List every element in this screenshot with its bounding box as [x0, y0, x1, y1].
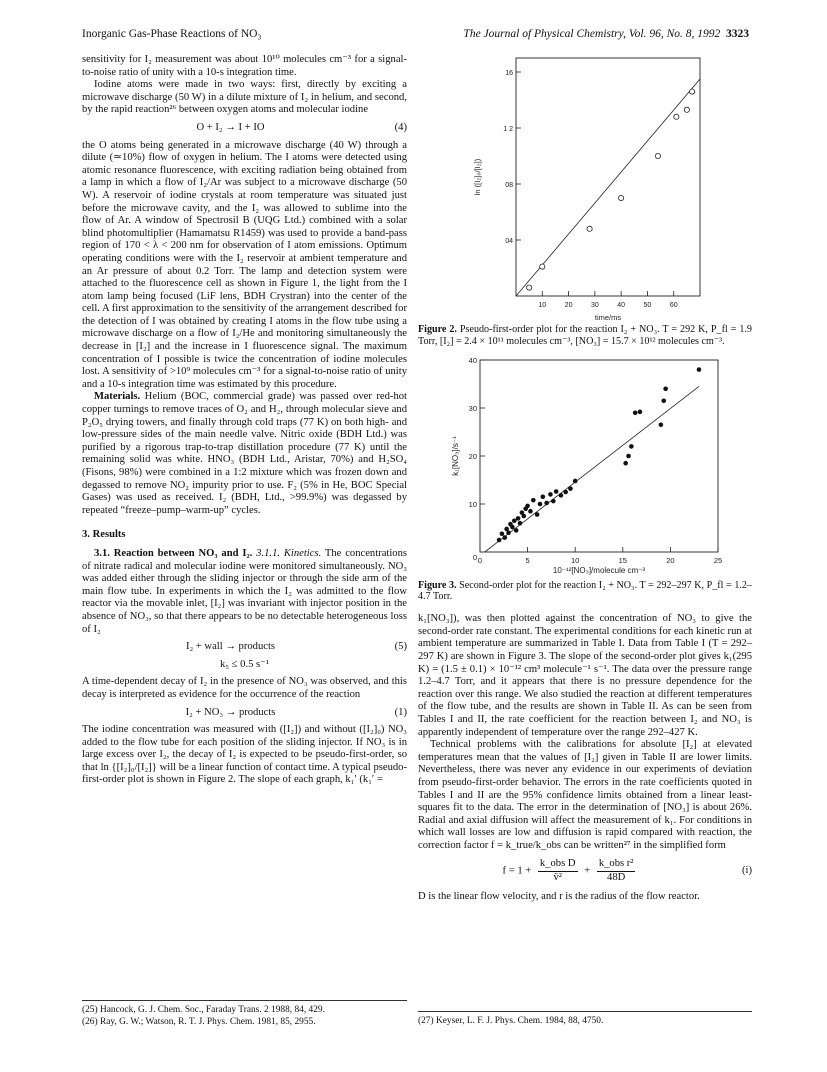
- subsubsection-heading: 3.1.1. Kinetics.: [256, 547, 322, 559]
- left-column: [82, 54, 407, 787]
- figure-2-chart: [418, 54, 752, 324]
- data-point: [521, 513, 526, 518]
- y-tick-label: 08: [505, 182, 513, 189]
- running-title: Inorganic Gas-Phase Reactions of NO₃: [82, 28, 262, 40]
- data-point: [531, 497, 536, 502]
- data-point: [661, 398, 666, 403]
- fit-line: [516, 79, 700, 296]
- eq-plus: +: [584, 866, 591, 877]
- data-point: [674, 114, 679, 119]
- data-point: [587, 226, 592, 231]
- data-point: [518, 520, 523, 525]
- data-point: [633, 410, 638, 415]
- x-tick-label: 25: [713, 555, 723, 565]
- paragraph: A time-dependent decay of I₂ in the presence of NO₃ was observed, and this decay is interpreted as evidence for the occurrence of the reaction: [82, 676, 407, 700]
- figure-3-chart: [418, 352, 752, 580]
- data-point: [655, 153, 660, 158]
- data-point: [528, 508, 533, 513]
- x-tick-label: 0: [477, 555, 483, 565]
- data-point: [541, 494, 546, 499]
- data-point: [514, 528, 519, 533]
- caption-label: Figure 2.: [418, 324, 457, 335]
- data-point: [502, 535, 507, 540]
- fit-line: [485, 386, 699, 552]
- paragraph: sensitivity for I₂ measurement was about 10¹⁰ molecules cm⁻³ for a signal-to-noise ratio of unity with a 10-s integration time.: [82, 54, 407, 78]
- x-tick-label: 50: [643, 302, 652, 309]
- journal-name: The Journal of Physical Chemistry, Vol. 96, No. 8, 1992: [463, 28, 721, 40]
- data-point: [629, 444, 634, 449]
- data-point: [563, 489, 568, 494]
- data-point: [697, 367, 702, 372]
- fraction-denominator: v̄²: [553, 872, 562, 884]
- y-tick-label: 40: [468, 355, 477, 365]
- fraction-numerator: k_obs r²: [597, 858, 636, 872]
- data-point: [516, 516, 521, 521]
- x-tick-label: 60: [669, 302, 678, 309]
- x-tick-label: 40: [617, 302, 626, 309]
- caption-text: Pseudo-first-order plot for the reaction I₂ + NO₃. T = 292 K, P_fl = 1.9 Torr, [I₂] = 2.4 × 10¹¹ molecules cm⁻³, [NO₃] = 15.7 × 10¹² molecules cm⁻³.: [418, 324, 752, 347]
- equation-i: [418, 858, 752, 884]
- fraction-1: [538, 858, 578, 884]
- equation-number: (5): [394, 641, 407, 653]
- data-point: [500, 531, 505, 536]
- data-point: [684, 107, 689, 112]
- materials-paragraph: [82, 391, 407, 517]
- footnote: (25) Hancock, G. J. Chem. Soc., Faraday Trans. 2 1988, 84, 429.: [82, 1005, 325, 1015]
- y-tick-label: 1 2: [503, 126, 513, 133]
- equation-formula: [418, 858, 724, 884]
- x-tick-label: 10: [571, 555, 580, 565]
- section-heading: 3. Results: [82, 529, 126, 541]
- data-point: [690, 89, 695, 94]
- fraction-2: [597, 858, 636, 884]
- x-axis-label: 10⁻¹²[NO₃]/molecule cm⁻³: [552, 565, 646, 575]
- x-tick-label: 20: [564, 302, 573, 309]
- y-tick-label: 20: [468, 451, 477, 461]
- equation-4: [82, 122, 407, 135]
- figure-2-caption: [418, 324, 752, 348]
- page-number: 3323: [726, 28, 749, 40]
- data-point: [510, 524, 515, 529]
- caption-label: Figure 3.: [418, 579, 457, 591]
- subsection-heading: 3.1. Reaction between NO₃ and I₂.: [94, 547, 253, 559]
- data-point: [663, 386, 668, 391]
- data-point: [554, 489, 559, 494]
- plot-frame: [516, 58, 700, 296]
- footnote: (26) Ray, G. W.; Watson, R. T. J. Phys. Chem. 1981, 85, 2955.: [82, 1016, 316, 1027]
- y-axis-label: ln ([I₂]₀/[I₂]): [473, 158, 482, 196]
- data-point: [540, 264, 545, 269]
- materials-heading: Materials.: [94, 391, 141, 403]
- equation-5-rate: [82, 659, 407, 672]
- plot-frame: [480, 360, 718, 552]
- caption-text: Second-order plot for the reaction I₂ + NO₃. T = 292–297 K, P_fl = 1.2–4.7 Torr.: [418, 579, 752, 603]
- data-point: [638, 409, 643, 414]
- paragraph: [82, 548, 407, 636]
- data-point: [525, 503, 530, 508]
- y-tick-label: 10: [468, 499, 477, 509]
- x-tick-label: 10: [538, 302, 547, 309]
- x-tick-label: 15: [618, 555, 627, 565]
- x-tick-label: 5: [525, 555, 530, 565]
- data-point: [551, 498, 556, 503]
- materials-text: Helium (BOC, commercial grade) was passed over red-hot copper turnings to remove traces of O₂ and H₂, through molecular sieve and P₂O₅ drying towers, and finally through cold traps (77 K) on both high- and low-pressure sides of the main needle valve. Nitric oxide (BDH Ltd.) was purified by a rigorous trap-to-trap distillation procedure (77 K) until the remaining solid was white. HNO₃ (BDH Ltd., Aristar, 70%) and H₂SO₄ (Fisons, 98%) were combined in a 1:2 mixture which was frozen down and degassed to remove NO₂ impurity prior to use. F₂ (5% in He, BOC Special Gases) was used as received. I₂ (BDH, Ltd., >99.9%) was degassed by repeated “freeze–pump–warm-up” cycles.: [82, 391, 407, 516]
- footnotes-right: [418, 1011, 752, 1028]
- x-tick-label: 20: [666, 555, 675, 565]
- equation-1: [82, 707, 407, 720]
- paragraph: Iodine atoms were made in two ways: first, directly by exciting a microwave discharge (50 W) in a dilute mixture of I₂ in helium, and second, by the rapid reaction²⁶ between oxygen atoms and molecular iodine: [82, 79, 407, 116]
- y-tick-label: 16: [505, 70, 513, 77]
- origin-label: 0: [472, 552, 477, 562]
- data-point: [659, 422, 664, 427]
- footnote: (27) Keyser, L. F. J. Phys. Chem. 1984, 88, 4750.: [418, 1016, 604, 1026]
- data-point: [527, 285, 532, 290]
- equation-formula: O + I₂ → I + IO: [196, 121, 265, 133]
- y-axis-label: k₁[NO₃]/s⁻¹: [451, 435, 460, 476]
- eq-lhs: f = 1 +: [502, 866, 532, 877]
- equation-formula: I₂ + NO₃ → products: [185, 706, 276, 718]
- y-tick-label: 04: [505, 238, 513, 245]
- paragraph: the O atoms being generated in a microwave discharge (40 W) through a dilute (≃10%) flow of oxygen in helium. The I atoms were detected using atomic resonance fluorescence, with exciting radiation being obtained from a lamp in which a flow of I₂/Ar was subject to a microwave discharge (50 W). A reservoir of iodine crystals at room temperature was situated just before the microwave cavity, and the I₂ was allowed to sublime into the flow of Ar. A window of Spectrosil B (UQG Ltd.) combined with a solar blind photomultiplier (Hamamatsu R1459) was used to provide a band-pass region of 170 < λ < 200 nm for observation of I atom emissions. Optimum operating conditions were with the I₂ reservoir at ambient temperature and an Ar pressure of about 0.2 Torr. The lamp and detection system were attached to the fluorescence cell as shown in Figure 1, the light from the I atom lamp being focused (LiF lens, BDH Crystran) into the center of the cell. A first approximation to the sensitivity of the arrangement described for the detection of I was obtained by creating I atoms in the flow tube using a microwave discharge on a flow of I₂/He and monitoring simultaneously the decrease in [I₂] and the increase in I fluorescence signal. The maximum concentration of I possible is twice the concentration of iodine molecules lost. A sensitivity of >10⁹ molecules cm⁻³ for a signal-to-noise ratio of unity and a 10-s integration time was estimated by this procedure.: [82, 139, 407, 390]
- fraction-denominator: 48D: [607, 872, 626, 884]
- x-axis-label: time/ms: [594, 313, 622, 322]
- data-point: [538, 501, 543, 506]
- data-point: [626, 453, 631, 458]
- x-tick-label: 30: [590, 302, 599, 309]
- paragraph: Technical problems with the calibrations for absolute [I₂] at elevated temperatures mean that the values of [I₂] given in Table II are lower limits. Nevertheless, there was never any evidence in our experiments of deviation from pseudo-first-order behavior. The errors in the rate coefficients quoted in Tables I and II are the 95% confidence limits obtained from a linear least-squares fit to the data. The error in the determination of [NO₃] is about 26%. Radial and axial diffusion will affect the measurement of k₁. For conditions in which wall losses are low and diffusion is rapid compared with reaction, the correction factor f = k_true/k_obs can be written²⁷ in the simplified form: [418, 739, 752, 851]
- equation-number: (1): [394, 706, 407, 718]
- paragraph: k₁[NO₃]), was then plotted against the concentration of NO₃ to give the second-order rate constant. The experimental conditions for each kinetic run at ambient temperature are summarized in Table I. Data from Table I (T = 292–297 K) are shown in Figure 3. The slope of the second-order plot gives k₁(295 K) = (1.5 ± 0.1) × 10⁻¹² cm³ molecule⁻¹ s⁻¹. The data over the pressure range 1.2–4.7 Torr, and it appears that there is no pressure dependence for the reaction over this range. We also studied the reaction at different temperatures of the flow tube, and the results are shown in Table II. As can be seen from Tables I and II, the rate coefficient for the reaction between I₂ and NO₃ is apparently independent of temperature over the range 292–427 K.: [418, 613, 752, 738]
- data-point: [573, 478, 578, 483]
- journal-citation: [463, 28, 749, 40]
- y-tick-label: 30: [468, 403, 477, 413]
- equation-5: [82, 641, 407, 654]
- paragraph: D is the linear flow velocity, and r is the radius of the flow reactor.: [418, 890, 700, 902]
- paragraph: The iodine concentration was measured with ([I₂]) and without ([I₂]₀) NO₃ added to the flow tube for each position of the sliding injector. If NO₃ is in large excess over I₂, the decay of I₂ is expected to be pseudo-first-order, so that ln {[I₂]₀/[I₂]} will be a linear function of contact time. A typical pseudo-first-order plot is shown in Figure 2. The slope of each graph, k₁′ (k₁′ =: [82, 724, 407, 786]
- figure-3-caption: [418, 580, 752, 604]
- data-point: [559, 493, 564, 498]
- data-point: [544, 500, 549, 505]
- data-point: [512, 518, 517, 523]
- data-point: [548, 492, 553, 497]
- equation-number: (4): [394, 121, 407, 133]
- data-point: [623, 460, 628, 465]
- equation-formula: k₅ ≤ 0.5 s⁻¹: [220, 658, 269, 670]
- footnotes-left: [82, 1000, 407, 1028]
- equation-formula: I₂ + wall → products: [185, 641, 276, 653]
- data-point: [506, 530, 511, 535]
- data-point: [568, 486, 573, 491]
- data-point: [497, 537, 502, 542]
- paragraph-text: The concentrations of nitrate radical and molecular iodine were monitored simultaneously. NO₃ was added either through the sliding injector or through the side arm of the main flow tube. In experiments in which the I₂ was admitted to the flow reactor via the movable inlet, [I₂] was invariant with injector position in the absence of NO₃, so that there appears to be no detectable heterogeneous loss of I₂: [82, 547, 407, 635]
- data-point: [535, 512, 540, 517]
- fraction-numerator: k_obs D: [538, 858, 578, 872]
- equation-number: (i): [742, 865, 752, 877]
- right-column: [418, 54, 752, 903]
- data-point: [619, 195, 624, 200]
